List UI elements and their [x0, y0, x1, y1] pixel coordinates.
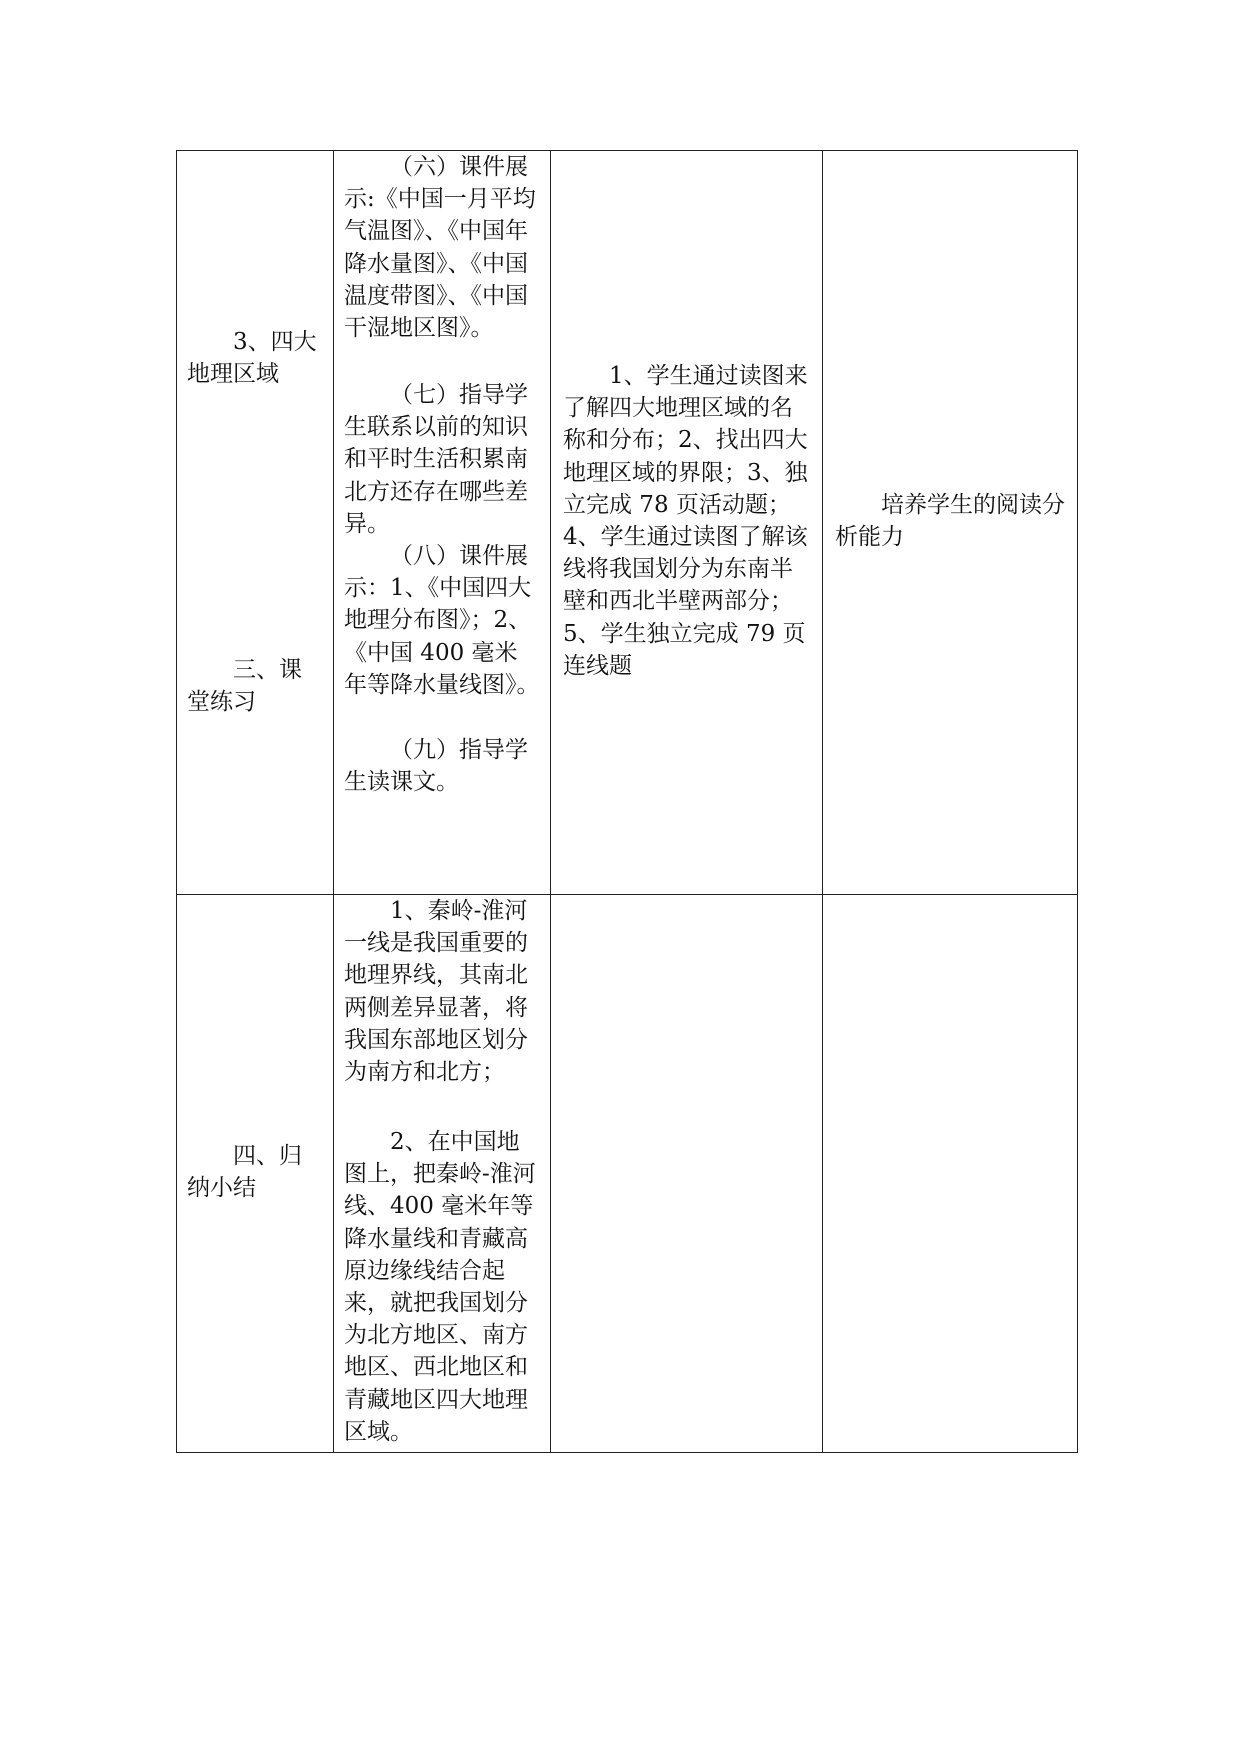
teacher-activity-text: 2、在中国地图上，把秦岭-淮河线、400 毫米年等降水量线和青藏高原边缘线结合起来，就把我国划分为北方地区、南方地区、西北地区和青藏地区四大地理区域。: [344, 1129, 536, 1445]
teacher-activity-text: （七）指导学生联系以前的知识和平时生活积累南北方还存在哪些差异。: [344, 382, 528, 537]
stage-label: 三、课堂练习: [187, 657, 302, 716]
table-cell-student-activity: [551, 895, 823, 1453]
table-cell-design-intent: [823, 151, 1078, 895]
teacher-activity-text: （九）指导学生读课文。: [344, 737, 528, 796]
stage-label: 3、四大地理区域: [187, 329, 317, 388]
table-cell-design-intent: [823, 895, 1078, 1453]
design-intent-text: 培养学生的阅读分析能力: [835, 492, 1065, 551]
table-row: [177, 151, 1078, 895]
table-cell-stage: [177, 895, 334, 1453]
table-cell-teacher-activity: [334, 895, 551, 1453]
teacher-activity-text: 1、秦岭-淮河一线是我国重要的地理界线，其南北两侧差异显著，将我国东部地区划分为南方和北方；: [344, 898, 528, 1086]
table-cell-student-activity: [551, 151, 823, 895]
stage-label: 四、归纳小结: [187, 1143, 302, 1202]
lesson-plan-table: [176, 150, 1078, 1453]
table-cell-stage: [177, 151, 334, 895]
table-cell-teacher-activity: [334, 151, 551, 895]
teacher-activity-text: （六）课件展示:《中国一月平均气温图》、《中国年降水量图》、《中国温度带图》、《中国干湿地区图》。: [344, 154, 536, 342]
table-row: [177, 895, 1078, 1453]
student-activity-text: 1、学生通过读图来了解四大地理区域的名称和分布；2、找出四大地理区域的界限；3、独立完成 78 页活动题；4、学生通过读图了解该线将我国划分为东南半壁和西北半壁两部分；5、学生独立完成 79 页连线题: [563, 363, 808, 679]
teacher-activity-text: （八）课件展示：1、《中国四大地理分布图》；2、《中国 400 毫米年等降水量线图》。: [344, 543, 540, 698]
